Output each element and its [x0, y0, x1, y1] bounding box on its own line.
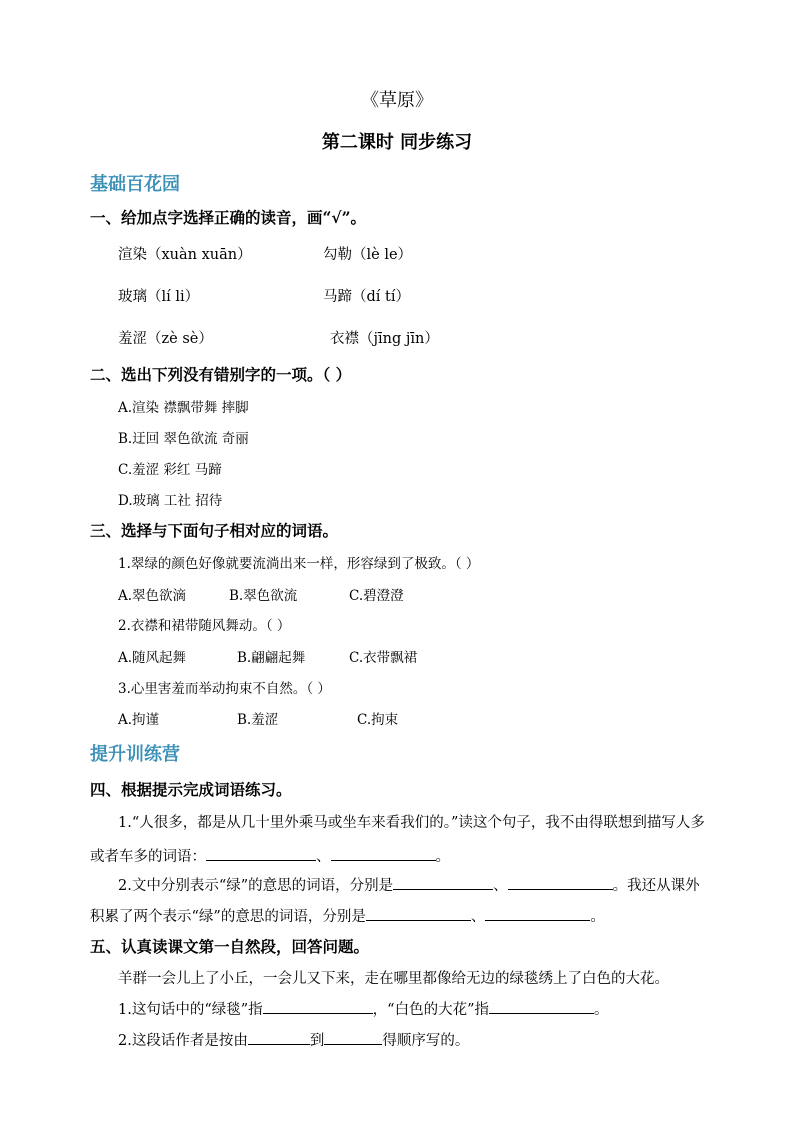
q1-item: 衣襟（jīng jīn）	[330, 331, 439, 347]
q4-line	[90, 905, 605, 926]
question-3-heading: 三、选择与下面句子相对应的词语。	[90, 521, 339, 540]
q3-option: A.翠色欲滴	[118, 588, 187, 604]
q3-option: C.碧澄澄	[349, 588, 404, 604]
q4-text: 或者车多的词语：	[90, 849, 206, 865]
answer-blank[interactable]	[263, 999, 373, 1014]
q3-option: A.随风起舞	[118, 650, 187, 666]
q1-item: 玻璃（lí li）	[118, 289, 200, 305]
q4-text: 。我还从课外	[612, 878, 700, 894]
q5-text: 得顺序写的。	[382, 1033, 470, 1049]
q2-option: B.迂回 翠色欲流 奇丽	[118, 431, 249, 447]
q5-text: ，“白色的大花”指	[372, 1002, 489, 1018]
question-2-heading: 二、选出下列没有错别字的一项。（ ）	[90, 365, 352, 384]
answer-blank[interactable]	[485, 906, 590, 921]
page-title: 《草原》	[361, 90, 433, 111]
section-heading-basic: 基础百花园	[90, 174, 180, 195]
q5-passage: 羊群一会儿上了小丘，一会儿又下来，走在哪里都像给无边的绿毯绣上了白色的大花。	[118, 971, 669, 987]
answer-blank[interactable]	[331, 846, 436, 861]
q3-sentence: 3.心里害羞而举动拘束不自然。（ ）	[118, 681, 331, 697]
q4-text: 积累了两个表示“绿”的意思的词语，分别是	[90, 909, 366, 925]
q5-text: 2.这段话作者是按由	[118, 1033, 248, 1049]
page-subtitle: 第二课时 同步练习	[321, 132, 473, 153]
q5-line	[118, 1029, 469, 1050]
q3-option: C.衣带飘裙	[349, 650, 418, 666]
q3-option: A.拘谨	[118, 712, 160, 728]
q5-text: 1.这句话中的“绿毯”指	[118, 1002, 263, 1018]
q4-line	[118, 874, 700, 895]
q4-sep: 、	[493, 878, 508, 894]
q5-line	[118, 998, 609, 1019]
section-heading-advanced: 提升训练营	[90, 744, 180, 765]
answer-blank[interactable]	[366, 906, 471, 921]
q2-option: A.渲染 襟飘带舞 摔脚	[118, 400, 249, 416]
q3-option: C.拘束	[357, 712, 399, 728]
answer-blank[interactable]	[393, 875, 493, 890]
answer-blank[interactable]	[508, 875, 613, 890]
q1-item: 羞涩（zè sè）	[118, 331, 213, 347]
answer-blank[interactable]	[248, 1030, 310, 1045]
q4-sep: 、	[316, 849, 331, 865]
question-4-heading: 四、根据提示完成词语练习。	[90, 780, 292, 799]
q5-end: 。	[594, 1002, 609, 1018]
q2-option: C.羞涩 彩红 马蹄	[118, 462, 222, 478]
q4-sep: 、	[470, 909, 486, 925]
q3-option: B.羞涩	[237, 712, 279, 728]
q4-end: 。	[435, 849, 450, 865]
answer-blank[interactable]	[489, 999, 594, 1014]
q4-line	[90, 845, 450, 866]
q3-sentence: 2.衣襟和裙带随风舞动。（ ）	[118, 618, 291, 634]
question-5-heading: 五、认真读课文第一自然段，回答问题。	[90, 937, 370, 956]
q4-text: 2.文中分别表示“绿”的意思的词语，分别是	[118, 878, 394, 894]
q4-line: 1.“人很多，都是从几十里外乘马或坐车来看我们的。”读这个句子，我不由得联想到描写人多	[118, 815, 705, 831]
answer-blank[interactable]	[324, 1030, 382, 1045]
q4-end: 。	[590, 909, 605, 925]
question-1-heading: 一、给加点字选择正确的读音，画“√”。	[90, 208, 367, 227]
q3-option: B.翩翩起舞	[237, 650, 306, 666]
q1-item: 勾勒（lè le）	[323, 247, 413, 263]
q1-item: 渲染（xuàn xuān）	[118, 247, 252, 263]
q3-sentence: 1.翠绿的颜色好像就要流淌出来一样，形容绿到了极致。（ ）	[118, 556, 480, 572]
q2-option: D.玻璃 工社 招待	[118, 493, 223, 509]
q5-text: 到	[309, 1033, 325, 1049]
q3-option: B.翠色欲流	[229, 588, 298, 604]
q1-item: 马蹄（dí tí）	[323, 289, 410, 305]
answer-blank[interactable]	[206, 846, 316, 861]
